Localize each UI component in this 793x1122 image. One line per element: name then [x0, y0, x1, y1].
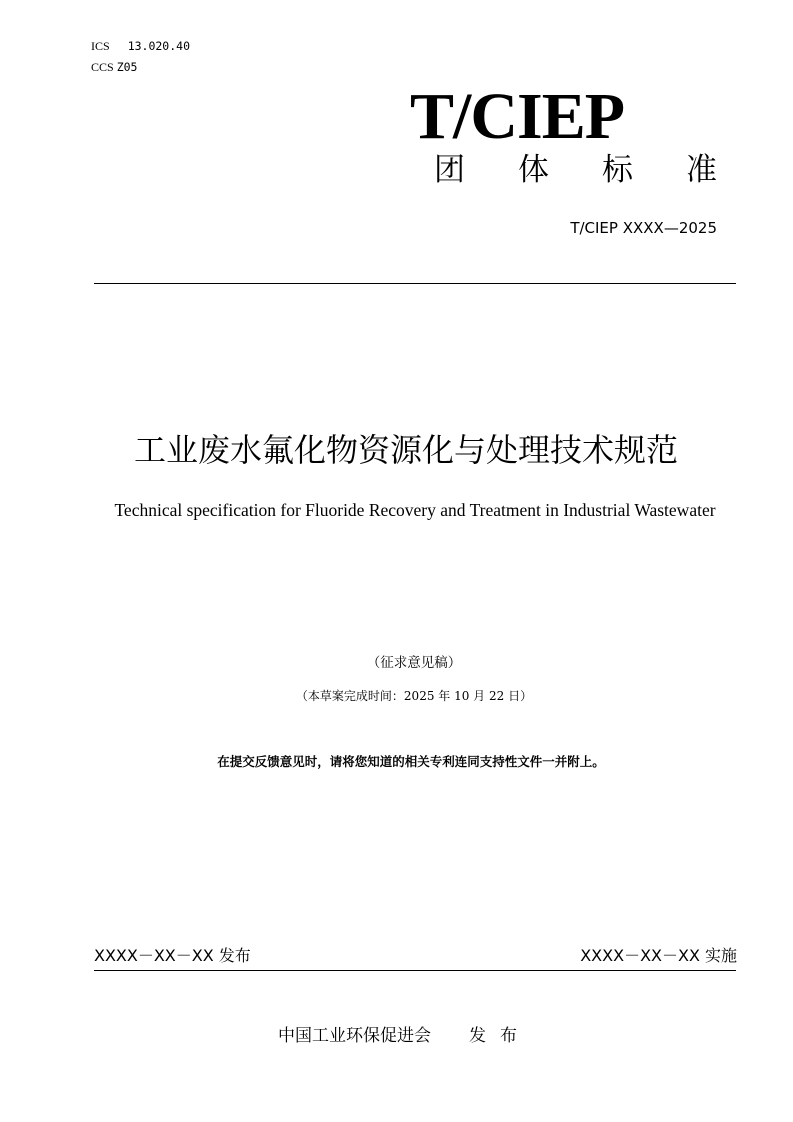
document-title-english: Technical specification for Fluoride Recovery and Treatment in Industrial Wastewater: [114, 500, 716, 520]
standard-type: 团体标准: [434, 152, 770, 188]
implement-date: XXXX－XX－XX 实施: [580, 946, 737, 965]
publish-date: XXXX－XX－XX 发布: [94, 946, 251, 965]
ccs-code: Z05: [116, 60, 138, 74]
issue-label: 发布: [469, 1026, 531, 1046]
issuer: [278, 1023, 531, 1049]
ics-code: 13.020.40: [127, 39, 190, 53]
issuer-name: 中国工业环保促进会: [278, 1026, 431, 1046]
standard-number: T/CIEP XXXX—2025: [570, 219, 717, 237]
document-title-chinese: 工业废水氟化物资源化与处理技术规范: [133, 431, 678, 469]
ics-classification: [91, 39, 190, 53]
draft-completion-date: （本草案完成时间：2025 年 10 月 22 日）: [295, 689, 533, 703]
standard-logo: T/CIEP: [410, 80, 625, 153]
patent-notice: 在提交反馈意见时，请将您知道的相关专利连同支持性文件一并附上。: [217, 754, 605, 769]
ics-label: ICS: [91, 39, 110, 53]
draft-stage: （征求意见稿）: [366, 655, 462, 671]
footer-divider: [94, 970, 736, 971]
ccs-label: CCS: [91, 60, 114, 74]
header-divider: [94, 283, 736, 284]
ccs-classification: [91, 60, 137, 74]
